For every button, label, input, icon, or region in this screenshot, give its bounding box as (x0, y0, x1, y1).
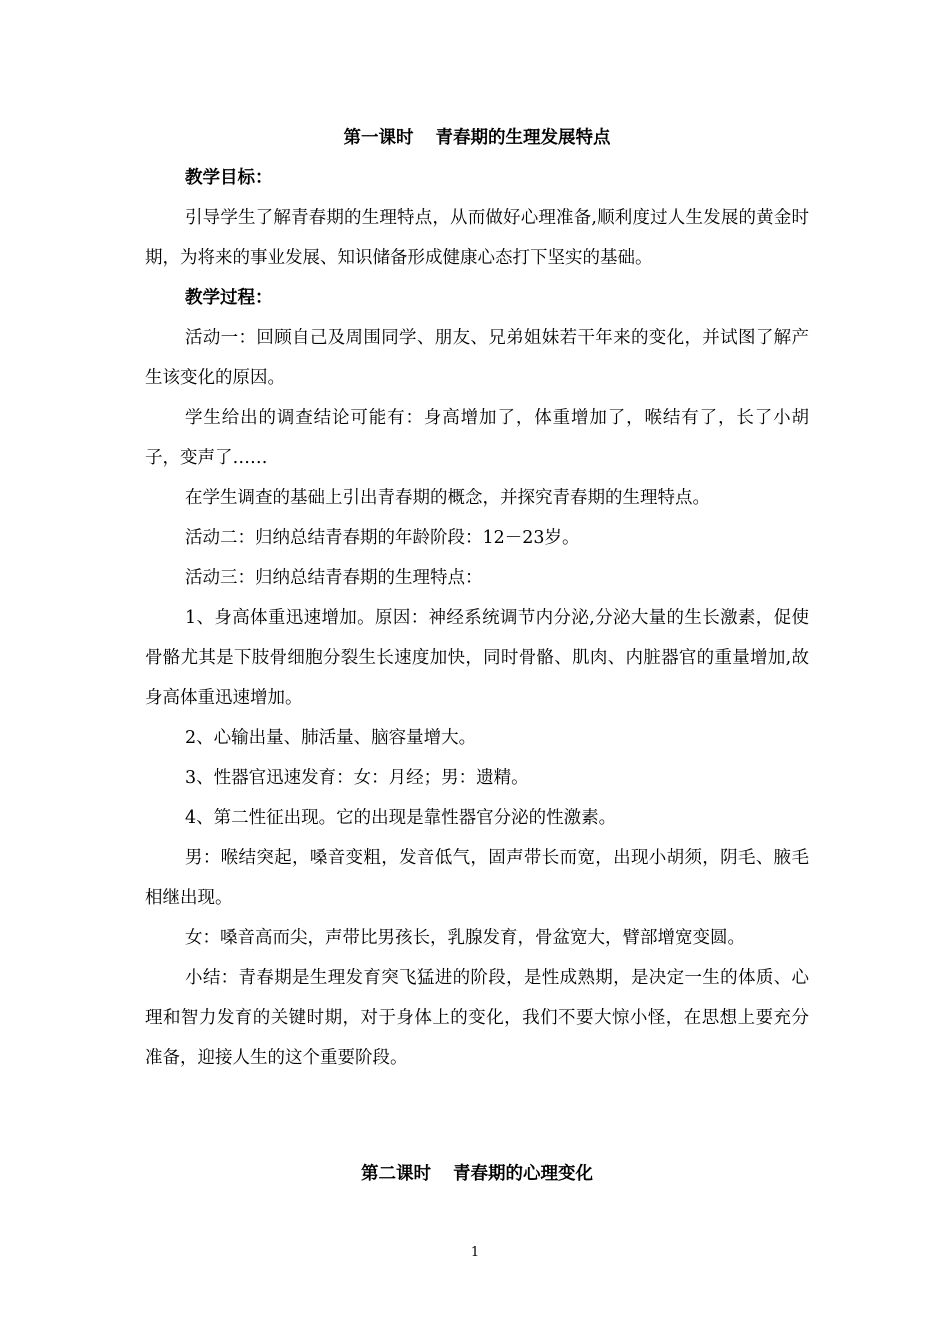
lesson2-title-number: 第二课时 (361, 1164, 431, 1184)
point2-paragraph: 2、心输出量、肺活量、脑容量增大。 (185, 728, 477, 748)
survey-conclusion-paragraph: 学生给出的调查结论可能有：身高增加了，体重增加了，喉结有了，长了小胡子，变声了…… (145, 408, 809, 468)
lesson1-title-topic: 青春期的生理发展特点 (435, 128, 611, 148)
process-heading: 教学过程： (185, 288, 273, 308)
section-spacer (145, 1078, 809, 1154)
concept-paragraph: 在学生调查的基础上引出青春期的概念，并探究青春期的生理特点。 (185, 488, 710, 508)
activity2-paragraph: 活动二：归纳总结青春期的年龄阶段：12－23岁。 (185, 528, 580, 548)
female-paragraph: 女：嗓音高而尖，声带比男孩长，乳腺发育，骨盆宽大，臂部增宽变圆。 (185, 928, 745, 948)
objective-heading: 教学目标： (185, 168, 273, 188)
lesson1-title (145, 118, 809, 158)
point4-paragraph: 4、第二性征出现。它的出现是靠性器官分泌的性激素。 (185, 808, 617, 828)
document-body (145, 118, 809, 1194)
activity3-paragraph: 活动三：归纳总结青春期的生理特点： (185, 568, 483, 588)
male-paragraph: 男：喉结突起，嗓音变粗，发音低气，固声带长而宽，出现小胡须，阴毛、腋毛相继出现。 (145, 848, 809, 908)
point1-paragraph: 1、身高体重迅速增加。原因：神经系统调节内分泌,分泌大量的生长激素，促使骨骼尤其是下肢骨细胞分裂生长速度加快，同时骨骼、肌肉、内脏器官的重量增加,故身高体重迅速增加。 (145, 608, 809, 708)
lesson2-title (145, 1154, 809, 1194)
objective-text: 引导学生了解青春期的生理特点，从而做好心理准备,顺利度过人生发展的黄金时期，为将来的事业发展、知识储备形成健康心态打下坚实的基础。 (145, 208, 809, 268)
summary-paragraph: 小结：青春期是生理发育突飞猛进的阶段，是性成熟期，是决定一生的体质、心理和智力发育的关键时期，对于身体上的变化，我们不要大惊小怪，在思想上要充分准备，迎接人生的这个重要阶段。 (145, 968, 809, 1068)
page-number: 1 (470, 1245, 480, 1260)
activity1-paragraph: 活动一：回顾自己及周围同学、朋友、兄弟姐妹若干年来的变化，并试图了解产生该变化的原因。 (145, 328, 809, 388)
lesson2-title-topic: 青春期的心理变化 (453, 1164, 593, 1184)
lesson1-title-number: 第一课时 (343, 128, 414, 148)
point3-paragraph: 3、性器官迅速发育：女：月经；男：遗精。 (185, 768, 529, 788)
